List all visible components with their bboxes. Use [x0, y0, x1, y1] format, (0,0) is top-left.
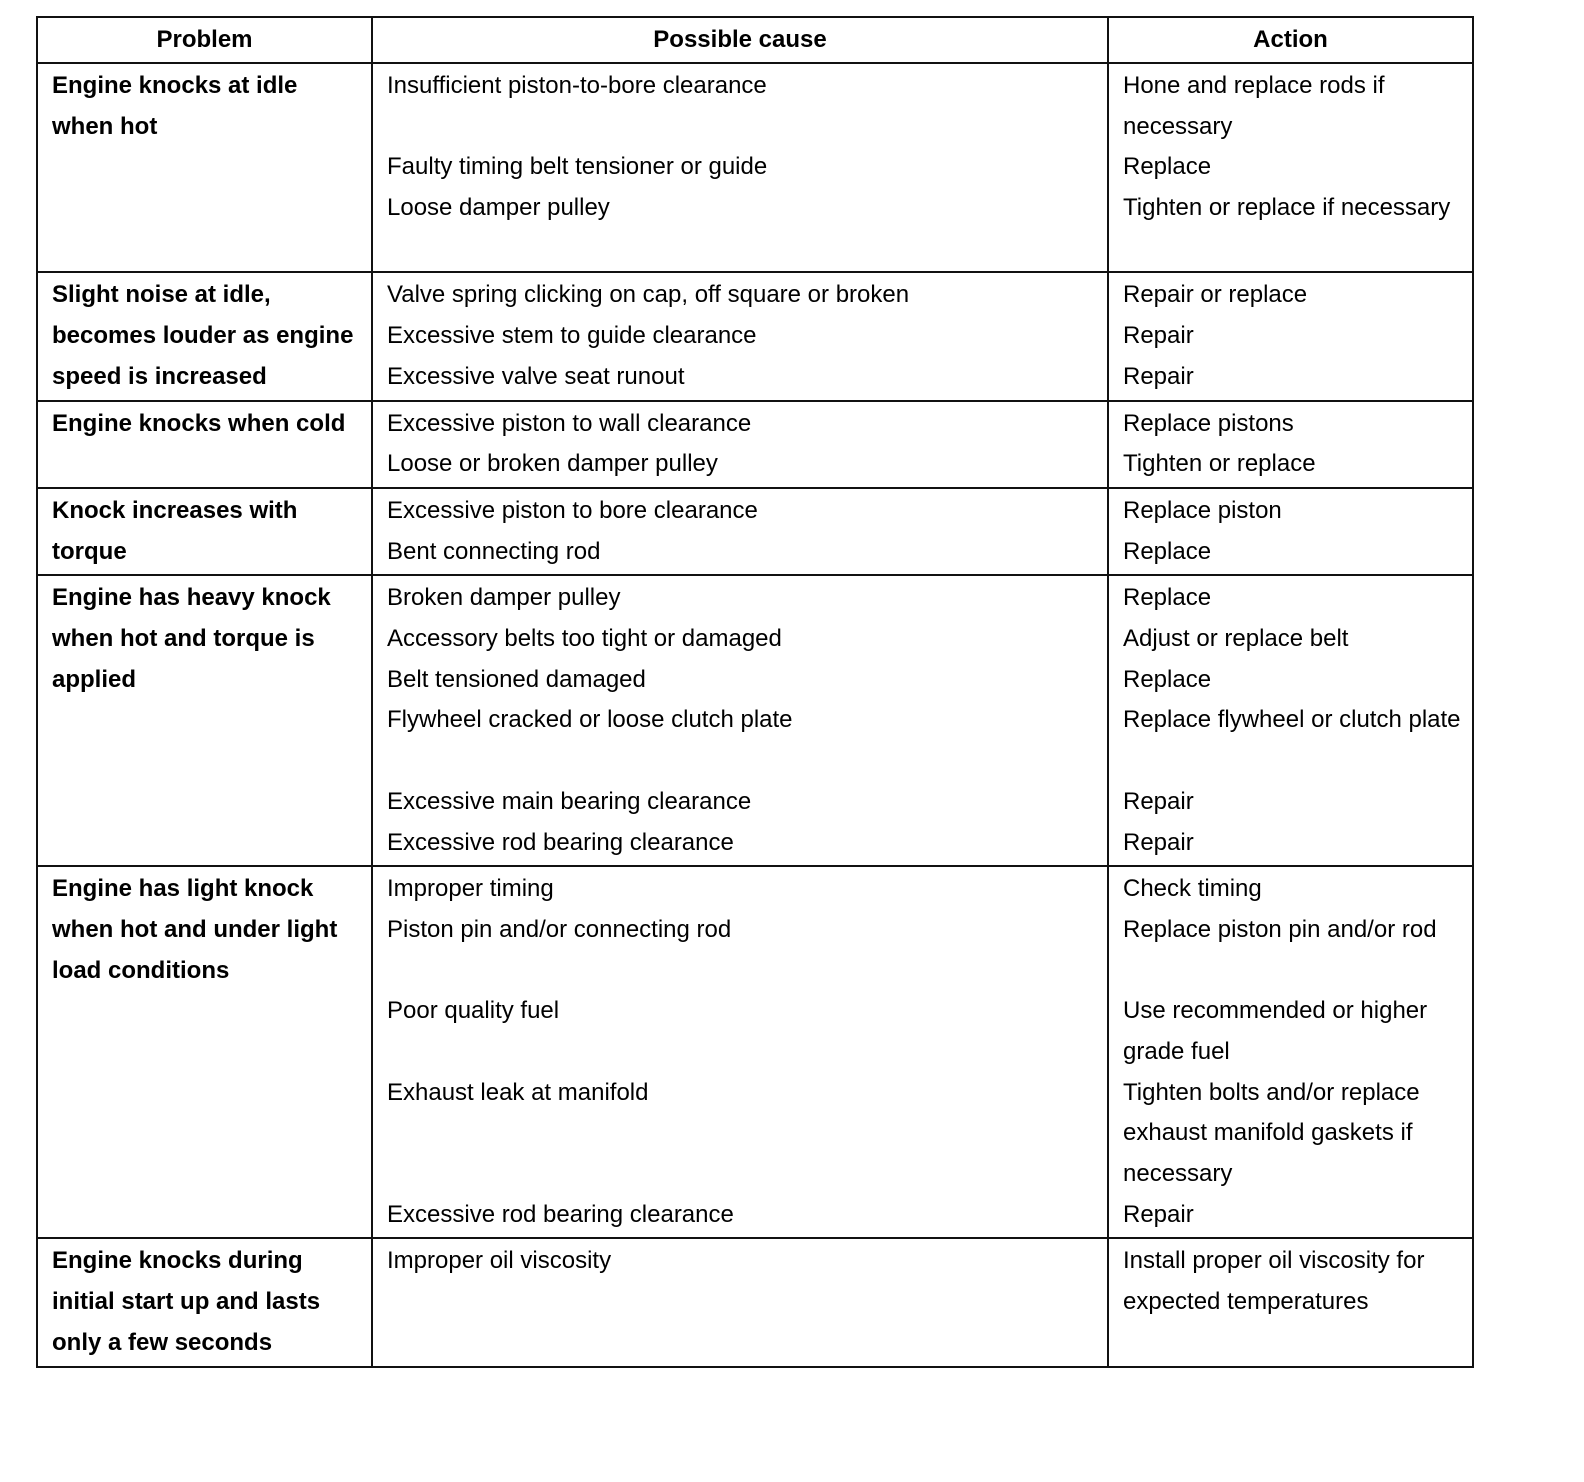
action-text: Repair [1123, 787, 1194, 815]
cause-text: Valve spring clicking on cap, off square or broken [387, 281, 910, 309]
problem-text: Knock increases with torque [52, 496, 298, 565]
action-text: Hone and replace rods if necessary [1123, 72, 1385, 140]
cause-text: Excessive piston to wall clearance [387, 409, 752, 437]
action-text: Adjust or replace belt [1123, 625, 1349, 653]
problem-text: Engine has light knock when hot and under light load conditions [52, 875, 338, 984]
table-row [37, 488, 1473, 575]
action-text: Replace [1123, 665, 1212, 693]
troubleshooting-table [36, 16, 1474, 1368]
action-text: Repair [1123, 828, 1194, 856]
problem-text: Engine knocks at idle when hot [52, 72, 298, 140]
action-text: Replace piston [1123, 496, 1282, 524]
cause-text: Faulty timing belt tensioner or guide [387, 153, 768, 181]
action-cell [1108, 866, 1473, 1238]
action-text: Tighten bolts and/or replace exhaust manifold gaskets if necessary [1123, 1078, 1420, 1188]
cause-text: Excessive valve seat runout [387, 362, 685, 390]
action-cell [1108, 575, 1473, 866]
cause-text: Improper timing [387, 875, 554, 903]
problem-cell [37, 488, 372, 575]
action-text: Repair [1123, 322, 1194, 350]
action-cell [1108, 272, 1473, 400]
action-text: Repair or replace [1123, 281, 1308, 309]
action-text: Repair [1123, 1200, 1194, 1228]
table-row [37, 1238, 1473, 1366]
problem-cell [37, 1238, 372, 1366]
action-text: Tighten or replace [1123, 450, 1316, 478]
header-action: Action [1108, 17, 1473, 63]
cause-text: Flywheel cracked or loose clutch plate [387, 706, 793, 734]
action-cell [1108, 63, 1473, 272]
action-text: Replace [1123, 537, 1212, 565]
header-possible-cause: Possible cause [372, 17, 1108, 63]
table-row [37, 401, 1473, 488]
action-text: Repair [1123, 362, 1194, 390]
action-cell [1108, 1238, 1473, 1366]
problem-text: Engine knocks during initial start up and lasts only a few seconds [52, 1247, 321, 1356]
action-text: Check timing [1123, 875, 1262, 903]
cause-text: Excessive rod bearing clearance [387, 1200, 734, 1228]
cause-text: Exhaust leak at manifold [387, 1078, 649, 1106]
cause-text: Insufficient piston-to-bore clearance [387, 72, 767, 99]
problem-text: Slight noise at idle, becomes louder as engine speed is increased [52, 281, 354, 390]
cause-text: Poor quality fuel [387, 997, 560, 1025]
cause-cell [372, 272, 1108, 400]
table-row [37, 272, 1473, 400]
cause-cell [372, 488, 1108, 575]
cause-cell [372, 1238, 1108, 1366]
cause-text: Loose damper pulley [387, 194, 610, 222]
cause-text: Excessive rod bearing clearance [387, 828, 734, 856]
cause-text: Loose or broken damper pulley [387, 450, 718, 478]
cause-text: Bent connecting rod [387, 537, 601, 565]
problem-text: Engine knocks when cold [52, 409, 346, 437]
header-row [37, 17, 1473, 63]
cause-text: Piston pin and/or connecting rod [387, 915, 732, 943]
cause-text: Broken damper pulley [387, 584, 621, 612]
cause-text: Excessive piston to bore clearance [387, 496, 758, 524]
problem-cell [37, 866, 372, 1238]
action-text: Replace [1123, 153, 1212, 181]
problem-text: Engine has heavy knock when hot and torque is applied [52, 584, 331, 693]
cause-text: Excessive main bearing clearance [387, 787, 752, 815]
cause-cell [372, 401, 1108, 488]
problem-cell [37, 272, 372, 400]
cause-cell [372, 63, 1108, 272]
table-row [37, 63, 1473, 272]
cause-text: Improper oil viscosity [387, 1247, 612, 1275]
table-body [37, 63, 1473, 1367]
problem-cell [37, 63, 372, 272]
action-text: Replace flywheel or clutch plate [1123, 706, 1461, 734]
action-text: Tighten or replace if necessary [1123, 194, 1451, 222]
problem-cell [37, 575, 372, 866]
troubleshooting-sheet [36, 16, 1472, 1368]
action-cell [1108, 488, 1473, 575]
problem-cell [37, 401, 372, 488]
cause-text: Excessive stem to guide clearance [387, 322, 757, 350]
table-row [37, 575, 1473, 866]
action-text: Use recommended or higher grade fuel [1123, 997, 1428, 1065]
cause-cell [372, 575, 1108, 866]
table-row [37, 866, 1473, 1238]
header-problem: Problem [37, 17, 372, 63]
cause-cell [372, 866, 1108, 1238]
action-text: Replace piston pin and/or rod [1123, 915, 1437, 943]
action-text: Install proper oil viscosity for expected temperatures [1123, 1247, 1425, 1316]
cause-text: Accessory belts too tight or damaged [387, 625, 782, 653]
action-cell [1108, 401, 1473, 488]
cause-text: Belt tensioned damaged [387, 665, 646, 693]
action-text: Replace pistons [1123, 409, 1294, 437]
action-text: Replace [1123, 584, 1212, 612]
